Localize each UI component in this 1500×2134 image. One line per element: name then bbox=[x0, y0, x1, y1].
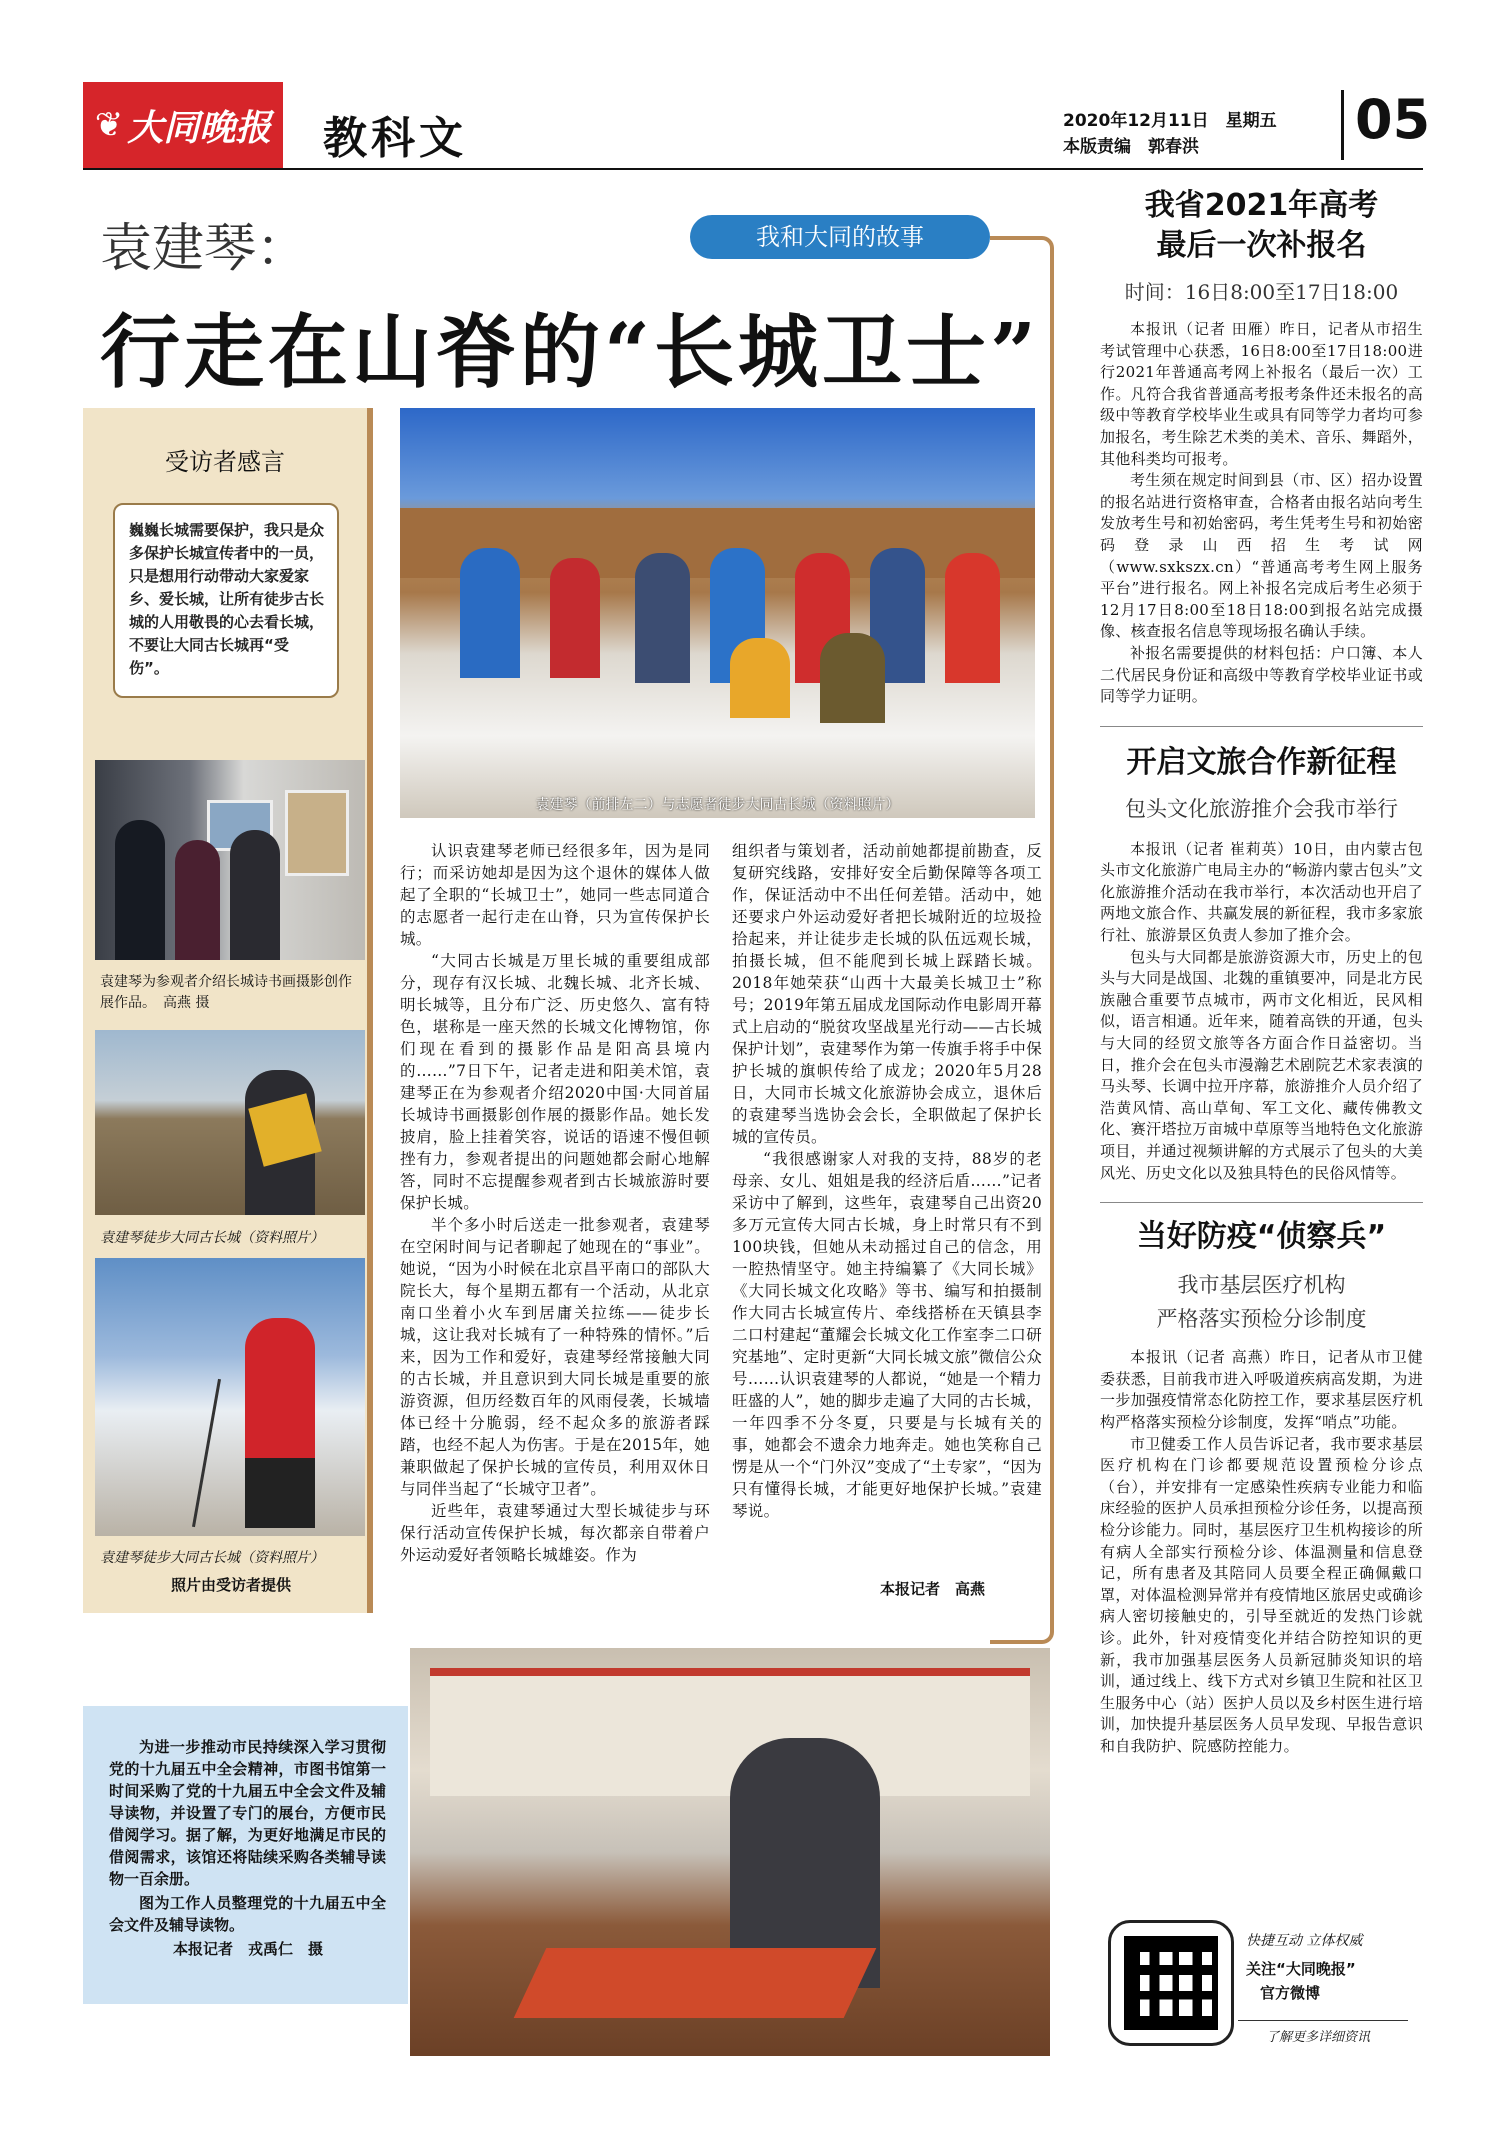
side-frame-right-bar bbox=[367, 408, 373, 1613]
gaokao-headline-line1: 我省2021年高考 bbox=[1144, 188, 1379, 223]
epidemic-paragraph: 市卫健委工作人员告诉记者，我市要求基层医疗机构在门诊都要规范设置预检分诊点（台），并安排有一定感染性疾病专业能力和临床经验的医护人员承担预检分诊任务，以提高预检分诊能力。同时，基层医疗卫生机构接诊的所有病人全部实行预检分诊、体温测量和信息登记，所有患者及其陪同人员要全程正确佩戴口罩，对体温检测异常并有疫情地区旅居史或确诊病人密切接触史的，引导至就近的发热门诊就诊。此外，针对疫情变化并结合防控知识的更新，我市加强基层医务人员新冠肺炎知识的培训，通过线上、线下方式对乡镇卫生院和社区卫生服务中心（站）医护人员以及乡村医生进行培训，加快提升基层医务人员早发现、早报告意识和自我防护、院感防控能力。 bbox=[1100, 1434, 1423, 1755]
quote-text: 巍巍长城需要保护，我只是众多保护长城宣传者中的一员，只是想用行动带动大家爱家乡、爱长城，让所有徒步古长城的人用敬畏的心去看长城，不要让大同古长城再“受伤”。 bbox=[113, 503, 339, 698]
epidemic-subheadline-1: 我市基层医疗机构 bbox=[1177, 1273, 1346, 1298]
qr-line-2: 关注“大同晚报” bbox=[1246, 1960, 1356, 1978]
feature-paragraph: 认识袁建琴老师已经很多年，因为是同行；而采访她却是因为这个退休的媒体人做起了全职的“长城卫士”，她同一些志同道合的志愿者一起行走在山脊，只为宣传保护长城。 bbox=[400, 842, 710, 948]
qr-frame bbox=[1108, 1920, 1234, 2046]
masthead-rule bbox=[83, 168, 1423, 170]
library-photo bbox=[410, 1648, 1050, 2056]
mountain-photo-caption: 袁建琴徒步大同古长城（资料照片） bbox=[100, 1230, 324, 1246]
qr-rule bbox=[1238, 2020, 1408, 2021]
qr-line-1: 快捷互动 立体权威 bbox=[1246, 1933, 1363, 1949]
library-photo-credit: 本报记者 戎禹仁 摄 bbox=[173, 1940, 324, 1958]
photos-credit: 照片由受访者提供 bbox=[170, 1576, 291, 1594]
article-divider bbox=[1100, 726, 1423, 727]
right-column bbox=[1100, 186, 1423, 1757]
section-name: 教科文 bbox=[323, 113, 467, 164]
library-brief-box bbox=[83, 1706, 408, 2004]
feature-column-2 bbox=[732, 840, 1042, 1522]
culture-tourism-subheadline: 包头文化旅游推介会我市举行 bbox=[1125, 796, 1398, 821]
feature-paragraph: 近些年，袁建琴通过大型长城徒步与环保行活动宣传保护长城，每次都亲自带着户外运动爱好者领略长城雄姿。作为 bbox=[400, 1502, 710, 1564]
issue-date: 2020年12月11日 星期五 bbox=[1063, 111, 1277, 131]
article-divider bbox=[1100, 1202, 1423, 1203]
gaokao-paragraph: 考生须在规定时间到县（市、区）招办设置的报名站进行资格审查，合格者由报名站向考生发放考生号和初始密码，考生凭考生号和初始密码登录山西招生考试网（www.sxkszx.cn）“普通高考考生网上服务平台”进行报名。网上补报名完成后考生必须于12月17日8:00至18日18:00到报名站完成摄像、核查报名信息等现场报名确认手续。 bbox=[1100, 471, 1423, 641]
newspaper-logo bbox=[83, 82, 283, 168]
gaokao-paragraph: 本报讯（记者 田雁）昨日，记者从市招生考试管理中心获悉，16日8:00至17日18:00进行2021年普通高考网上补报名（最后一次）工作。凡符合我省普通高考报考条件还未报名的高级中等教育学校毕业生或具有同等学力者均可参加报名，考生除艺术类的美术、音乐、舞蹈外，其他科类均可报考。 bbox=[1100, 320, 1423, 468]
epidemic-headline: 当好防疫“侦察兵” bbox=[1136, 1219, 1387, 1255]
quote-title: 受访者感言 bbox=[165, 448, 285, 476]
feature-column-1 bbox=[400, 840, 710, 1566]
interviewee-quote-box bbox=[83, 408, 367, 733]
culture-tourism-headline: 开启文旅合作新征程 bbox=[1126, 744, 1397, 780]
gaokao-headline-line2: 最后一次补报名 bbox=[1156, 228, 1367, 263]
qr-line-3: 官方微博 bbox=[1260, 1984, 1321, 2002]
masthead-divider bbox=[1341, 90, 1344, 160]
masthead bbox=[83, 82, 1431, 168]
feature-paragraph: “大同古长城是万里长城的重要组成部分，现存有汉长城、北魏长城、北齐长城、明长城等，且分布广泛、历史悠久、富有特色，堪称是一座天然的长城文化博物馆，你们现在看到的摄影作品是阳高县境内的……”7日下午，记者走进和阳美术馆，袁建琴正在为参观者介绍2020中国·大同首届长城诗书画摄影创作展的摄影作品。她长发披肩，脸上挂着笑容，说话的语速不慢但顿挫有力，参观者提出的问题她都会耐心地解答，同时不忘提醒参观者到古长城旅游时要保护长城。 bbox=[400, 952, 710, 1212]
gaokao-subheadline: 时间：16日8:00至17日18:00 bbox=[1124, 280, 1399, 304]
main-photo-caption: 袁建琴（前排左二）与志愿者徒步大同古长城（资料照片） bbox=[535, 797, 900, 813]
epidemic-body bbox=[1100, 1347, 1423, 1757]
feature-paragraph: “我很感谢家人对我的支持，88岁的老母亲、女儿、姐姐是我的经济后盾……”记者采访中了解到，这些年，袁建琴自己出资20多万元宣传大同古长城，身上时常只有不到100块钱，但她从未动摇过自己的信念，用一腔热情坚守。她主持编纂了《大同长城》《大同长城文化攻略》等书、编写和拍摄制作大同古长城宣传片、牵线搭桥在天镇县李二口村建起“董耀会长城文化工作室李二口研究基地”、定时更新“大同长城文旅”微信公众号……认识袁建琴的人都说，“她是一个精力旺盛的人”，她的脚步走遍了大同的古长城，一年四季不分冬夏，只要是与长城有关的事，她都会不遗余力地奔走。她也笑称自己愣是从一个“门外汉”变成了“土专家”，“因为只有懂得长城，才能更好地保护长城。”袁建琴说。 bbox=[732, 1150, 1042, 1520]
feature-kicker: 袁建琴： bbox=[100, 219, 309, 279]
mountain-portrait-photo bbox=[95, 1030, 365, 1215]
flame-icon: ❦ bbox=[94, 105, 124, 145]
qr-line-4: 了解更多详细资讯 bbox=[1266, 2030, 1371, 2045]
culture-paragraph: 本报讯（记者 崔莉英）10日，由内蒙古包头市文化旅游广电局主办的“畅游内蒙古包头”文化旅游推介活动在我市举行，本次活动也开启了两地文旅合作、共赢发展的新征程，我市多家旅行社、旅游景区负责人参加了推介会。 bbox=[1100, 839, 1423, 945]
weibo-qr-block bbox=[1108, 1920, 1418, 2050]
feature-paragraph: 组织者与策划者，活动前她都提前勘查，反复研究线路，安排好安全后勤保障等各项工作，保证活动中不出任何差错。活动中，她还要求户外运动爱好者把长城附近的垃圾捡拾起来，并让徒步走长城的队伍远观长城，拍摄长城，但不能爬到长城上踩踏长城。2018年她荣获“山西十大最美长城卫士”称号；2019年第五届成龙国际动作电影周开幕式上启动的“脱贫攻坚战星光行动——古长城保护计划”，袁建琴作为第一传旗手将手中保护长城的旗帜传给了成龙；2020年5月28日，大同市长城文化旅游协会成立，退休后的袁建琴当选协会会长，全职做起了保护长城的宣传员。 bbox=[732, 842, 1042, 1146]
exhibition-photo-caption: 袁建琴为参观者介绍长城诗书画摄影创作展作品。 高燕 摄 bbox=[100, 974, 352, 1011]
story-tag: 我和大同的故事 bbox=[690, 215, 990, 259]
main-group-photo bbox=[400, 408, 1035, 818]
feature-byline: 本报记者 高燕 bbox=[880, 1580, 986, 1598]
page-editor: 本版责编 郭春洪 bbox=[1063, 137, 1199, 157]
epidemic-subheadline-2: 严格落实预检分诊制度 bbox=[1156, 1307, 1367, 1332]
epidemic-paragraph: 本报讯（记者 高燕）昨日，记者从市卫健委获悉，目前我市进入呼吸道疾病高发期，为进一步加强疫情常态化防控工作，要求基层医疗机构严格落实预检分诊制度，发挥“哨点”功能。 bbox=[1100, 1348, 1423, 1431]
library-brief-text: 为进一步推动市民持续深入学习贯彻党的十九届五中全会精神，市图书馆第一时间采购了党的十九届五中全会文件及辅导读物，并设置了专门的展台，方便市民借阅学习。据了解，为更好地满足市民的借阅需求，该馆还将陆续采购各类辅导读物一百余册。 bbox=[109, 1738, 386, 1888]
gaokao-body bbox=[1100, 319, 1423, 708]
snow-hike-photo bbox=[95, 1258, 365, 1536]
logo-text: 大同晚报 bbox=[127, 106, 272, 149]
feature-title: 行走在山脊的“长城卫士” bbox=[100, 305, 1041, 399]
exhibition-photo bbox=[95, 760, 365, 960]
library-photo-caption: 图为工作人员整理党的十九届五中全会文件及辅导读物。 bbox=[109, 1894, 386, 1934]
feature-paragraph: 半个多小时后送走一批参观者，袁建琴在空闲时间与记者聊起了她现在的“事业”。她说，“因为小时候在北京昌平南口的部队大院长大，每个星期五都有一个活动，从北京南口坐着小火车到居庸关拉练——徒步长城，这让我对长城有了一种特殊的情怀。”后来，因为工作和爱好，袁建琴经常接触大同的古长城，并且意识到大同长城是重要的旅游资源，但历经数百年的风雨侵袭，长城墙体已经十分脆弱，经不起众多的旅游者踩踏，也经不起人为伤害。于是在2015年，她兼职做起了保护长城的宣传员，利用双休日与同伴当起了“长城守卫者”。 bbox=[400, 1216, 710, 1498]
culture-tourism-body bbox=[1100, 839, 1423, 1185]
snow-photo-caption: 袁建琴徒步大同古长城（资料照片） bbox=[100, 1550, 324, 1566]
culture-paragraph: 包头与大同都是旅游资源大市，历史上的包头与大同是战国、北魏的重镇要冲，同是北方民族融合重要节点城市，两市文化相近，民风相似，语言相通。近年来，随着高铁的开通，包头与大同的经贸文旅等各方面合作日益密切。当日，推介会在包头市漫瀚艺术剧院艺术家表演的马头琴、长调中拉开序幕，旅游推介人员介绍了浩黄风情、高山草甸、军工文化、藏传佛教文化、赛汗塔拉万亩城中草原等当地特色文化旅游项目，并通过视频讲解的方式展示了包头的大美风光、历史文化以及独具特色的民俗风情等。 bbox=[1100, 947, 1423, 1182]
qr-code-icon[interactable] bbox=[1124, 1936, 1218, 2030]
gaokao-paragraph: 补报名需要提供的材料包括：户口簿、本人二代居民身份证和高级中等教育学校毕业证书或同等学力证明。 bbox=[1100, 643, 1423, 706]
page-number: 05 bbox=[1355, 88, 1431, 151]
